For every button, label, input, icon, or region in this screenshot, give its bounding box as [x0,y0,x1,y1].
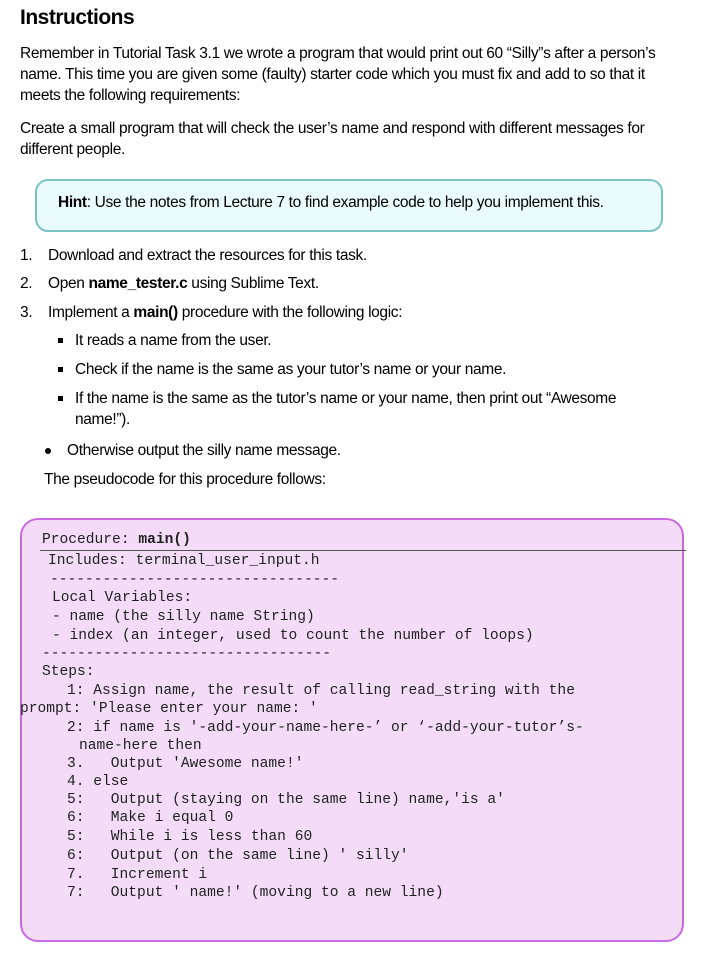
step-text: Download and extract the resources for this task. [48,247,367,264]
code-steps-title: Steps: [42,664,95,680]
step-text [48,302,402,323]
step-text [48,273,319,294]
square-bullet-icon [58,367,63,372]
square-bullet-icon [58,396,63,401]
code-line: 6: Make i equal 0 [67,810,234,826]
otherwise-bullet: Otherwise output the silly name message. [67,442,341,459]
intro-paragraph: Remember in Tutorial Task 3.1 we wrote a program that would print out 60 “Silly”s after a person’s name. This time you are given some (faulty) starter code which you must fix and add to so that it meets the following requirements: [20,45,656,104]
hint-body: : Use the notes from Lecture 7 to find example code to help you implement this. [86,194,604,211]
code-line: 5: While i is less than 60 [67,829,313,845]
code-var: - index (an integer, used to count the number of loops) [52,628,534,644]
task-description: Create a small program that will check the user’s name and respond with different messages for different people. [20,120,645,158]
sub-bullet: Check if the name is the same as your tutor’s name or your name. [75,361,507,378]
list-item [0,302,704,323]
step-prefix: Open [48,275,89,292]
code-separator: --------------------------------- [42,646,332,662]
procedure-label: Procedure: [42,532,139,548]
code-line: 5: Output (staying on the same line) name,'is a' [67,792,505,808]
step-number: 3. [20,304,33,321]
step-number: 2. [20,275,33,292]
code-line: name-here then [79,738,202,754]
procedure-name: main() [138,532,191,548]
code-line: 6: Output (on the same line) ' silly' [67,848,409,864]
code-includes: Includes: terminal_user_input.h [48,553,320,569]
divider [40,550,686,551]
list-item [0,245,704,266]
code-separator: --------------------------------- [50,572,340,588]
step-prefix: Implement a [48,304,134,321]
hint-label: Hint [58,194,87,211]
code-line: 3. Output 'Awesome name!' [67,756,304,772]
pseudocode-intro: The pseudocode for this procedure follows: [44,471,326,488]
code-line: 2: if name is '-add-your-name-here-’ or ‘-add-your-tutor’s- [67,720,584,736]
sub-bullet: If the name is the same as the tutor’s name or your name, then print out “Awesome name!”). [75,390,617,428]
step-suffix: using Sublime Text. [187,275,319,292]
procedure-name: main() [133,304,178,321]
code-local-vars-title: Local Variables: [52,590,193,606]
filename: name_tester.c [88,275,188,292]
code-line: 7. Increment i [67,867,208,883]
sub-bullet: It reads a name from the user. [75,332,272,349]
procedure-header [42,531,191,549]
list-item [0,273,704,294]
code-line: 4. else [67,774,129,790]
code-line: 7: Output ' name!' (moving to a new line) [67,885,444,901]
step-number: 1. [20,247,33,264]
hint-text [58,194,604,212]
code-line: 1: Assign name, the result of calling read_string with the [67,683,575,699]
code-line: prompt: 'Please enter your name: ' [20,701,318,717]
square-bullet-icon [58,338,63,343]
page-title: Instructions [20,6,135,29]
code-var: - name (the silly name String) [52,609,315,625]
round-bullet-icon [45,448,51,454]
step-suffix: procedure with the following logic: [177,304,403,321]
hint-box [35,179,663,232]
